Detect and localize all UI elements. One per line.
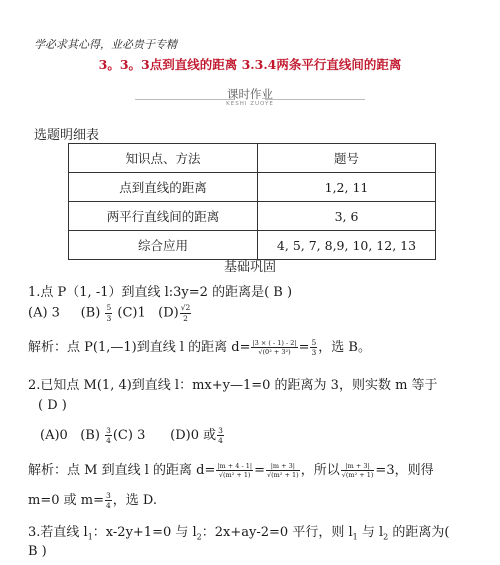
q3-subscript: 2	[196, 532, 202, 542]
q2-option-b-label: (B)	[80, 428, 100, 443]
q3-stem-part: 与 l	[357, 525, 384, 540]
q2-solution-result: =3，则得	[375, 463, 434, 478]
q2-solution-line2-text: m=0 或 m=	[28, 493, 104, 508]
section-subheading: KESHI ZUOYE	[226, 101, 274, 107]
q2-option-a: (A)0	[40, 428, 68, 443]
q2-solution-choice: ，选 D.	[112, 493, 157, 508]
q2-solution-therefore: ，所以	[300, 463, 340, 478]
table-cell: 综合应用	[69, 231, 258, 260]
motto: 学必求其心得，业必贵于专精	[34, 38, 177, 51]
q1-solution-equals: =	[298, 340, 310, 355]
q3-subscript: 1	[87, 532, 93, 542]
table-header: 知识点、方法	[69, 144, 258, 173]
q3-stem-part: ：2x+ay-2=0 平行，则 l	[201, 525, 353, 540]
q2-option-d-label: (D)0 或	[170, 428, 217, 443]
q1-solution-text: 解析：点 P(1,—1)到直线 l 的距离 d=	[28, 340, 251, 355]
q1-option-d-fraction: $\frac{√2}{2}$	[180, 303, 191, 323]
q1-solution-choice: ，选 B。	[318, 340, 371, 355]
q2-solution-line2-fraction: $\frac{3}{4}$	[105, 490, 111, 510]
q1-option-b-fraction: $\frac{5}{3}$	[106, 303, 112, 323]
topic-table	[68, 143, 436, 260]
table-cell: 点到直线的距离	[69, 173, 258, 202]
table-row	[69, 173, 436, 202]
table-cell: 1,2, 11	[258, 173, 436, 202]
q2-option-b-fraction: $\frac{3}{4}$	[106, 425, 111, 445]
q2-stem: 2.已知点 M(1, 4)到直线 l：mx+y—1=0 的距离为 3，则实数 m 等于	[28, 378, 438, 393]
table-header: 题号	[258, 144, 436, 173]
q2-option-d-fraction: $\frac{3}{4}$	[218, 425, 223, 445]
q1-options	[28, 304, 192, 322]
table-cell: 3, 6	[258, 202, 436, 231]
q3-stem	[28, 521, 449, 542]
table-cell: 两平行直线间的距离	[69, 202, 258, 231]
q1-option-c: (C)1	[117, 305, 146, 321]
q1-option-a: (A) 3	[28, 305, 60, 321]
section-heading: 课时作业	[227, 87, 273, 101]
lesson-title: 3。3。3点到直线的距离 3.3.4两条平行直线间的距离	[98, 57, 402, 72]
q2-solution-fraction-3: $\frac{|m + 3|}{\text{√(m² + 1)}}$	[341, 461, 374, 479]
q3-stem-part: 3.若直线 l	[28, 525, 88, 540]
q2-solution	[28, 459, 434, 479]
q3-stem-part: ：x-2y+1=0 与 l	[92, 525, 197, 540]
q2-options	[40, 424, 225, 445]
q3-subscript: 2	[383, 532, 389, 542]
table-row	[69, 202, 436, 231]
q3-answer: B )	[28, 544, 47, 559]
table-title: 选题明细表	[34, 128, 100, 143]
q2-solution-equals: =	[254, 463, 265, 478]
q2-answer: ( D )	[38, 398, 67, 413]
q2-solution-fraction-2: $\frac{|m + 3|}{\text{√(m² + 1)}}$	[267, 461, 299, 479]
q2-option-c: (C) 3	[112, 428, 146, 443]
q2-solution-line2	[28, 489, 157, 510]
q1-option-d-label: (D)	[158, 305, 179, 321]
q1-solution	[28, 336, 371, 357]
q1-stem: 1.点 P（1, -1）到直线 l:3y=2 的距离是( B )	[28, 285, 293, 300]
basic-heading: 基础巩固	[223, 260, 276, 275]
q3-subscript: 1	[352, 532, 358, 542]
q2-solution-text: 解析：点 M 到直线 l 的距离 d=	[28, 463, 216, 478]
q1-solution-fraction: $\frac{|3 \times ( - 1) - 2|}{\text{√(0² + 3²)}}$	[252, 338, 297, 356]
table-cell: 4, 5, 7, 8,9, 10, 12, 13	[258, 231, 436, 260]
table-header-row	[69, 144, 436, 173]
q1-option-b-label: (B)	[80, 305, 101, 321]
q3-stem-part: 的距离为(	[388, 525, 450, 540]
q2-solution-fraction-1: $\frac{|m + 4 - 1|}{\text{√(m² + 1)}}$	[217, 461, 253, 479]
q1-solution-result: $\frac{5}{3}$	[311, 337, 317, 357]
